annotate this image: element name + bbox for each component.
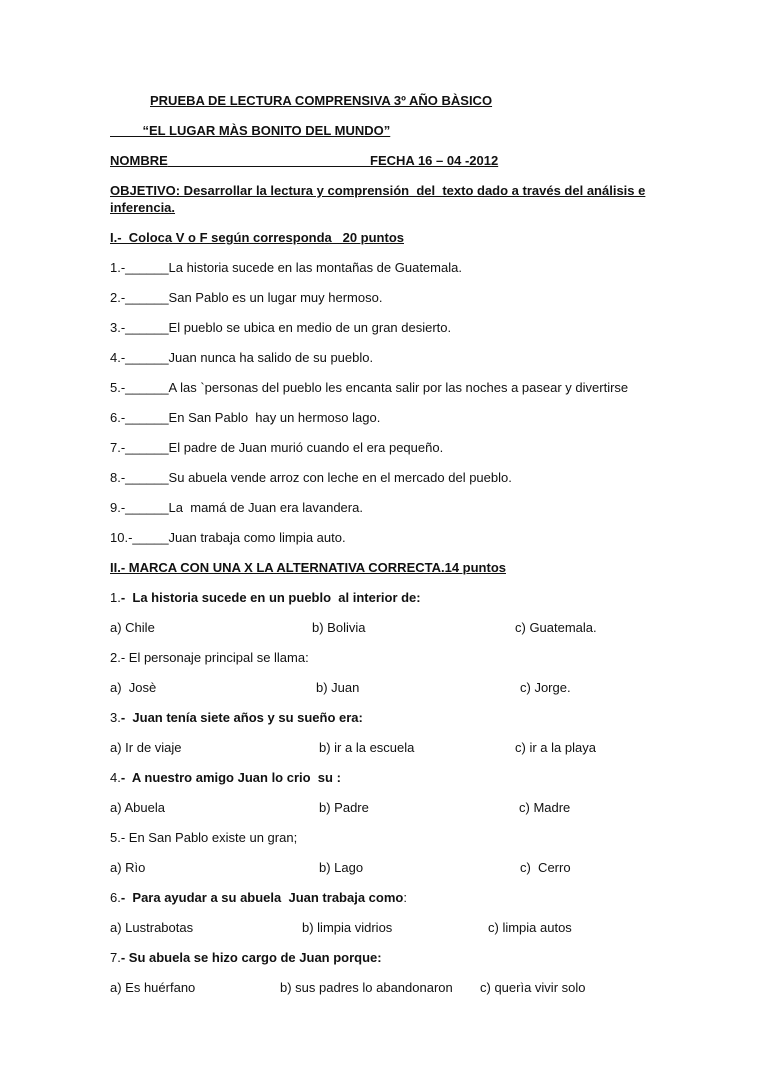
question-text: - Para ayudar a su abuela Juan trabaja como xyxy=(120,890,404,905)
question-text: - En San Pablo existe un gran; xyxy=(120,830,298,845)
question-1 xyxy=(110,590,421,606)
option-a[interactable]: a) Rìo xyxy=(110,860,146,875)
option-a[interactable]: a) Ir de viaje xyxy=(110,740,182,755)
question-5 xyxy=(110,830,297,846)
option-b[interactable]: b) sus padres lo abandonaron xyxy=(280,980,453,995)
objective-line-1: OBJETIVO: Desarrollar la lectura y comprensión del texto dado a través del análisis e xyxy=(110,183,646,198)
option-c[interactable]: c) Madre xyxy=(519,800,571,815)
test-title: PRUEBA DE LECTURA COMPRENSIVA 3º AÑO BÀSICO xyxy=(150,93,493,108)
question-text: - Su abuela se hizo cargo de Juan porque: xyxy=(120,950,382,965)
vf-item[interactable]: 7.-______El padre de Juan murió cuando el era pequeño. xyxy=(110,440,444,455)
option-c[interactable]: c) Guatemala. xyxy=(515,620,597,635)
option-c[interactable]: c) ir a la playa xyxy=(515,740,596,755)
section1-heading: I.- Coloca V o F según corresponda 20 puntos xyxy=(110,230,404,245)
question-text: - La historia sucede en un pueblo al interior de: xyxy=(120,590,421,605)
question-suffix: : xyxy=(403,890,407,905)
option-a[interactable]: a) Chile xyxy=(110,620,155,635)
vf-item[interactable]: 10.-_____Juan trabaja como limpia auto. xyxy=(110,530,346,545)
question-number: 7. xyxy=(110,950,121,965)
question-4 xyxy=(110,770,341,786)
option-a[interactable]: a) Lustrabotas xyxy=(110,920,194,935)
question-3 xyxy=(110,710,363,726)
name-date-row xyxy=(110,153,498,169)
option-c[interactable]: c) Cerro xyxy=(520,860,571,875)
question-number: 5. xyxy=(110,830,121,845)
option-b[interactable]: b) Bolivia xyxy=(312,620,366,635)
date-label: FECHA 16 – 04 -2012 xyxy=(370,153,499,168)
option-b[interactable]: b) Lago xyxy=(319,860,364,875)
question-number: 6. xyxy=(110,890,121,905)
vf-item[interactable]: 3.-______El pueblo se ubica en medio de un gran desierto. xyxy=(110,320,452,335)
vf-item[interactable]: 8.-______Su abuela vende arroz con leche en el mercado del pueblo. xyxy=(110,470,512,485)
question-2 xyxy=(110,650,309,666)
option-b[interactable]: b) Padre xyxy=(319,800,369,815)
vf-item[interactable]: 9.-______La mamá de Juan era lavandera. xyxy=(110,500,363,515)
objective-line-2: inferencia. xyxy=(110,200,176,215)
option-c[interactable]: c) limpia autos xyxy=(488,920,572,935)
vf-item[interactable]: 1.-______La historia sucede en las montañas de Guatemala. xyxy=(110,260,462,275)
question-text: - El personaje principal se llama: xyxy=(120,650,309,665)
vf-item[interactable]: 2.-______San Pablo es un lugar muy hermoso. xyxy=(110,290,383,305)
question-text: - A nuestro amigo Juan lo crio su : xyxy=(120,770,341,785)
question-text: - Juan tenía siete años y su sueño era: xyxy=(120,710,363,725)
option-b[interactable]: b) Juan xyxy=(316,680,360,695)
question-number: 3. xyxy=(110,710,121,725)
question-number: 2. xyxy=(110,650,121,665)
name-blank[interactable] xyxy=(168,153,370,168)
option-b[interactable]: b) limpia vidrios xyxy=(302,920,393,935)
question-number: 1. xyxy=(110,590,121,605)
option-a[interactable]: a) Abuela xyxy=(110,800,165,815)
question-7 xyxy=(110,950,382,966)
story-title-underline-prefix xyxy=(110,123,143,138)
question-number: 4. xyxy=(110,770,121,785)
option-b[interactable]: b) ir a la escuela xyxy=(319,740,415,755)
option-a[interactable]: a) Josè xyxy=(110,680,157,695)
vf-item[interactable]: 5.-______A las `personas del pueblo les encanta salir por las noches a pasear y divertirse xyxy=(110,380,629,395)
section2-heading: II.- MARCA CON UNA X LA ALTERNATIVA CORRECTA.14 puntos xyxy=(110,560,506,575)
story-title xyxy=(110,123,390,139)
vf-item[interactable]: 4.-______Juan nunca ha salido de su pueblo. xyxy=(110,350,374,365)
option-c[interactable]: c) Jorge. xyxy=(520,680,571,695)
story-title-text: “EL LUGAR MÀS BONITO DEL MUNDO” xyxy=(142,123,391,138)
name-label: NOMBRE xyxy=(110,153,168,168)
option-c[interactable]: c) querìa vivir solo xyxy=(480,980,586,995)
vf-item[interactable]: 6.-______En San Pablo hay un hermoso lago. xyxy=(110,410,381,425)
question-6 xyxy=(110,890,407,906)
option-a[interactable]: a) Es huérfano xyxy=(110,980,196,995)
